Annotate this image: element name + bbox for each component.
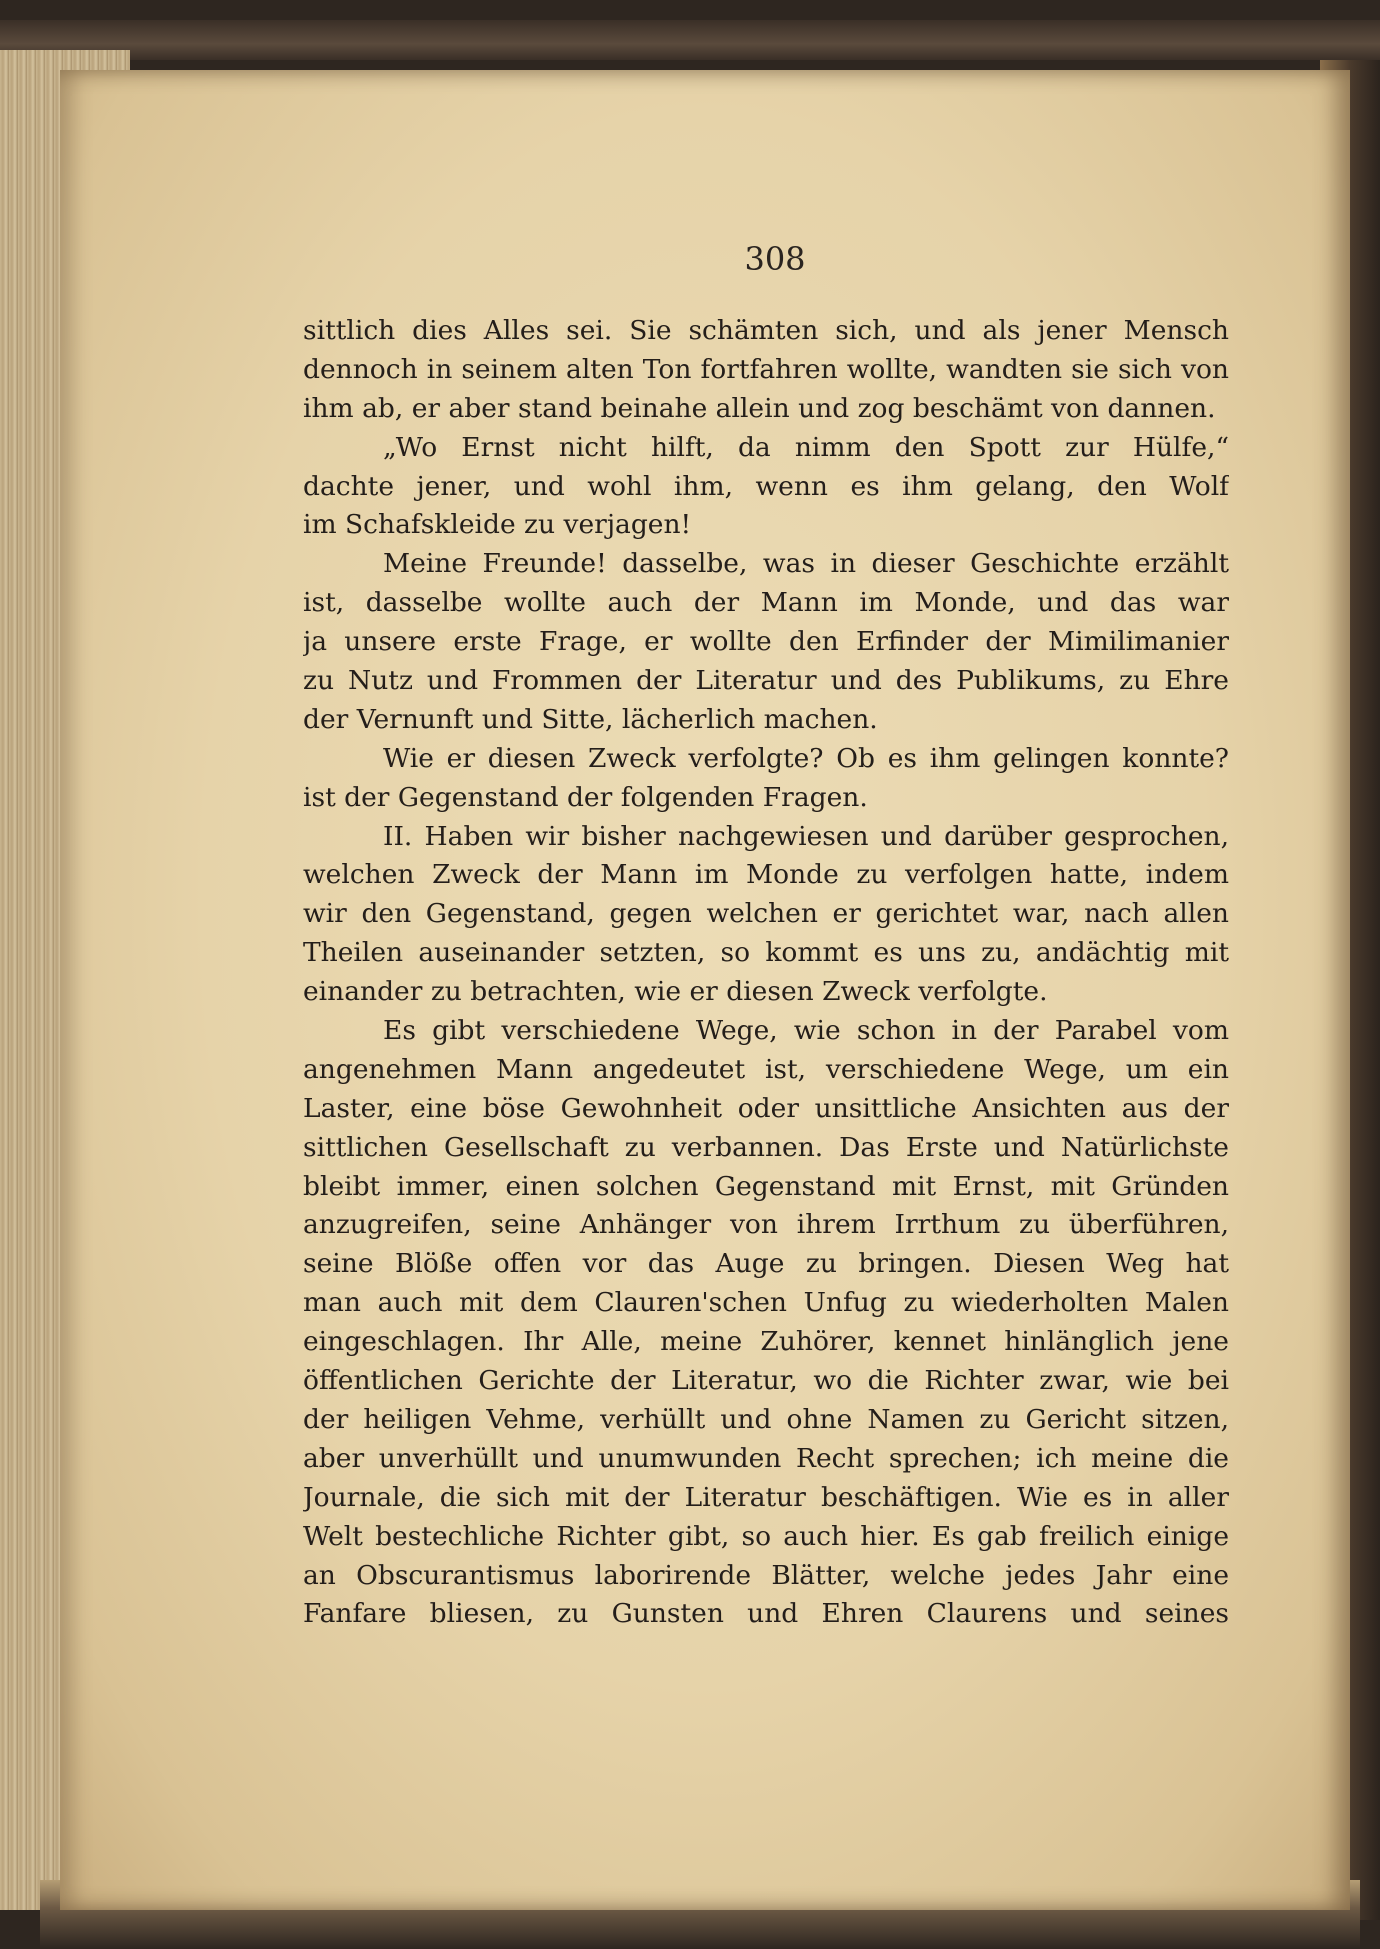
text-line: eingeschlagen. Ihr Alle, meine Zuhörer, kennet hinlänglich jene: [303, 1326, 1229, 1358]
text-line: Meine Freunde! dasselbe, was in dieser Geschichte erzählt: [383, 548, 1229, 580]
text-line: wir den Gegenstand, gegen welchen er gerichtet war, nach allen: [303, 898, 1229, 930]
text-line: Fanfare bliesen, zu Gunsten und Ehren Claurens und seines: [303, 1598, 1229, 1630]
text-line: öffentlichen Gerichte der Literatur, wo die Richter zwar, wie bei: [303, 1365, 1229, 1397]
text-line: der Vernunft und Sitte, lächerlich machen.: [303, 703, 878, 735]
body-text: [303, 312, 1229, 1634]
text-line: welchen Zweck der Mann im Monde zu verfolgen hatte, indem: [303, 859, 1229, 891]
text-line: sittlich dies Alles sei. Sie schämten sich, und als jener Mensch: [303, 315, 1229, 346]
text-line: Es gibt verschiedene Wege, wie schon in der Parabel vom: [383, 1015, 1229, 1047]
text-line: einander zu betrachten, wie er diesen Zweck verfolgte.: [303, 976, 1048, 1008]
text-line: im Schafskleide zu verjagen!: [303, 509, 692, 541]
text-line: Theilen auseinander setzten, so kommt es uns zu, andächtig mit: [303, 937, 1229, 969]
text-line: ist der Gegenstand der folgenden Fragen.: [303, 781, 868, 813]
text-line: Journale, die sich mit der Literatur beschäftigen. Wie es in aller: [303, 1481, 1229, 1513]
page-number: 308: [744, 240, 806, 278]
text-line: aber unverhüllt und unumwunden Recht sprechen; ich meine die: [303, 1442, 1229, 1474]
text-line: Welt bestechliche Richter gibt, so auch hier. Es gab freilich einige: [303, 1520, 1229, 1552]
text-line: der heiligen Vehme, verhüllt und ohne Namen zu Gericht sitzen,: [303, 1403, 1229, 1435]
text-line: ist, dasselbe wollte auch der Mann im Monde, und das war: [303, 587, 1229, 619]
text-line: zu Nutz und Frommen der Literatur und des Publikums, zu Ehre: [303, 665, 1229, 697]
text-line: ja unsere erste Frage, er wollte den Erfinder der Mimilimanier: [303, 626, 1229, 658]
text-line: angenehmen Mann angedeutet ist, verschiedene Wege, um ein: [303, 1053, 1229, 1085]
text-line: anzugreifen, seine Anhänger von ihrem Irrthum zu überführen,: [303, 1209, 1229, 1241]
text-line: an Obscurantismus laborirende Blätter, welche jedes Jahr eine: [303, 1559, 1229, 1591]
text-line: ihm ab, er aber stand beinahe allein und zog beschämt von dannen.: [303, 392, 1216, 424]
text-line: „Wo Ernst nicht hilft, da nimm den Spott zur Hülfe,“: [383, 431, 1229, 463]
text-line: Wie er diesen Zweck verfolgte? Ob es ihm gelingen konnte?: [383, 742, 1229, 774]
text-line: II. Haben wir bisher nachgewiesen und darüber gesprochen,: [383, 820, 1229, 852]
text-line: dennoch in seinem alten Ton fortfahren wollte, wandten sie sich von: [303, 353, 1229, 385]
text-line: seine Blöße offen vor das Auge zu bringen. Diesen Weg hat: [303, 1248, 1229, 1280]
text-line: man auch mit dem Clauren'schen Unfug zu wiederholten Malen: [303, 1287, 1229, 1319]
book-cover-edge: [0, 20, 1380, 60]
text-line: sittlichen Gesellschaft zu verbannen. Das Erste und Natürlichste: [303, 1131, 1229, 1163]
text-line: Laster, eine böse Gewohnheit oder unsittliche Ansichten aus der: [303, 1092, 1229, 1124]
text-line: bleibt immer, einen solchen Gegenstand mit Ernst, mit Gründen: [303, 1170, 1229, 1202]
text-line: dachte jener, und wohl ihm, wenn es ihm gelang, den Wolf: [303, 470, 1229, 502]
